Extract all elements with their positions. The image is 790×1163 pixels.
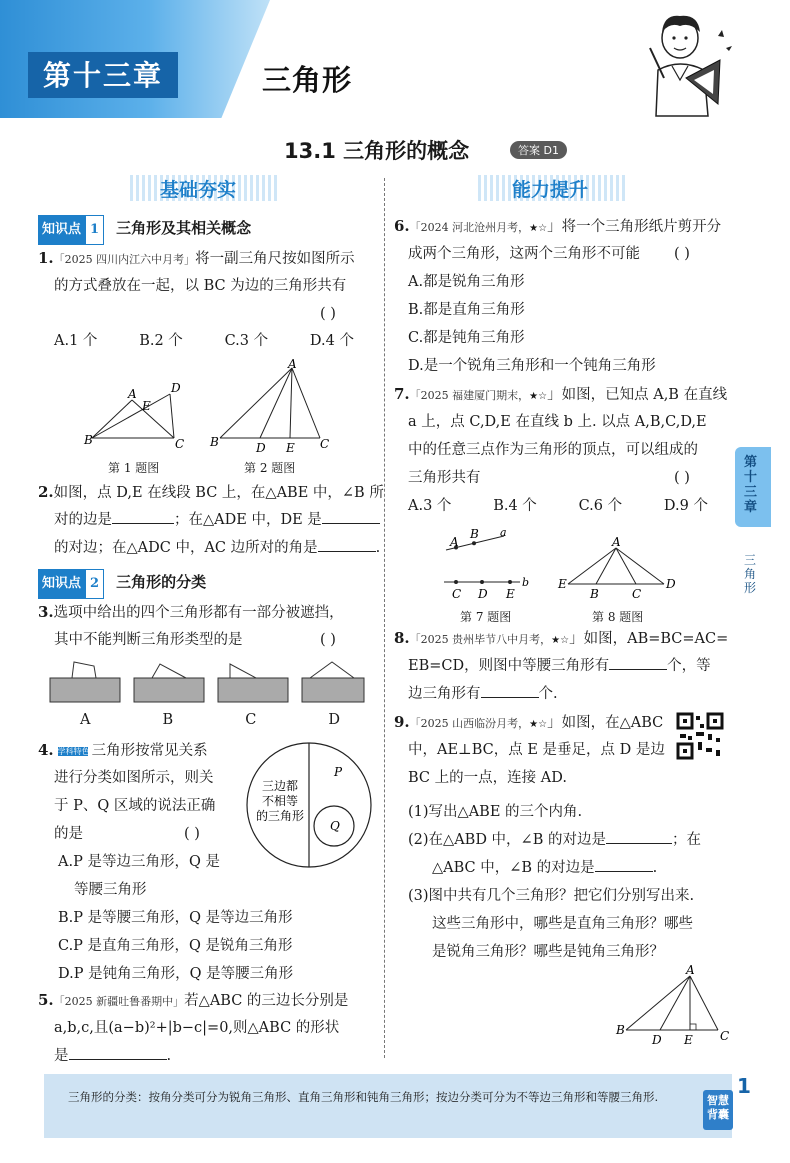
q1-option-a[interactable]: A.1 个 xyxy=(54,333,98,349)
q4-line2: 进行分类如图所示，则关 xyxy=(54,770,214,786)
q9-text-2a: (2)在△ABD 中，∠B 的对边是 xyxy=(408,832,606,848)
fig7-caption: 第 7 题图 xyxy=(460,610,512,624)
mascot-illustration xyxy=(628,8,738,118)
section-title: 13.1 三角形的概念 xyxy=(284,139,470,163)
fig9-label-d: D xyxy=(652,1033,662,1047)
q6-option-b[interactable]: B.都是直角三角形 xyxy=(408,302,525,318)
tip-text: 三角形的分类：按角分类可分为锐角三角形、直角三角形和钝角三角形；按边分类可分为不等边三角形和等腰三角形. xyxy=(68,1090,659,1104)
q3-figures xyxy=(44,656,370,708)
wisdom-badge: 智慧背囊 xyxy=(703,1090,733,1130)
fig9-label-b: B xyxy=(616,1023,625,1037)
q4-venn-diagram xyxy=(246,736,374,874)
fig2-label-d: D xyxy=(256,441,266,455)
q5-number: 5. xyxy=(38,991,54,1009)
q7-line3: 中的任意三点作为三角形的顶点，可以组成的 xyxy=(408,442,698,458)
fig7-label-e: E xyxy=(506,587,515,601)
side-tab-label: 第十三章 xyxy=(744,455,758,515)
q5-blank[interactable] xyxy=(69,1045,167,1060)
q9-number: 9. xyxy=(394,713,410,731)
q7-number: 7. xyxy=(394,385,410,403)
fig8-caption: 第 8 题图 xyxy=(592,610,644,624)
fig9-label-c: C xyxy=(720,1029,730,1043)
kp1-title: 三角形及其相关概念 xyxy=(116,219,252,237)
q5-line2: a,b,c,且(a−b)²+|b−c|=0,则△ABC 的形状 xyxy=(54,1020,340,1036)
q4-number: 4. xyxy=(38,741,54,759)
q7-paren: ( ) xyxy=(674,470,690,486)
fig7-label-d: D xyxy=(478,587,488,601)
q1-source: 「2025 四川内江六中月考」 xyxy=(53,253,196,266)
chapter-title: 三角形 xyxy=(262,63,353,97)
fig8-label-a: A xyxy=(612,536,621,549)
q9-sub-2-line2 xyxy=(432,854,657,882)
q6-option-d[interactable]: D.是一个锐角三角形和一个钝角三角形 xyxy=(408,358,656,374)
q1-text-1: 将一副三角尺按如图所示 xyxy=(195,251,355,267)
q8-text-3a: 边三角形有 xyxy=(408,686,481,702)
q4-tag: 学科特色 xyxy=(57,746,90,756)
q3-label-c[interactable]: C xyxy=(245,712,257,728)
kp1-num: 1 xyxy=(85,215,104,245)
q9-sub-3-line3: 是锐角三角形？哪些是钝角三角形？ xyxy=(432,944,664,960)
venn-text-2: 不相等 xyxy=(261,794,299,808)
kp2-title: 三角形的分类 xyxy=(116,573,207,591)
column-divider xyxy=(384,178,385,1058)
q3-fig-b xyxy=(134,664,204,702)
venn-region-p: P xyxy=(334,765,343,779)
q1-option-b[interactable]: B.2 个 xyxy=(139,333,183,349)
fig8-diagram xyxy=(556,536,680,602)
q1-options xyxy=(54,327,354,355)
q4-text-1: 三角形按常见关系 xyxy=(91,743,208,759)
q6-line2: 成两个三角形，这两个三角形不可能 xyxy=(408,246,640,262)
q4-option-a-1[interactable]: A.P 是等边三角形，Q 是 xyxy=(58,854,220,870)
q8-line2 xyxy=(408,652,711,680)
q4-option-d[interactable]: D.P 是钝角三角形，Q 是等腰三角形 xyxy=(58,966,294,982)
fig8-label-b: B xyxy=(590,587,599,601)
fig7-label-b: B xyxy=(470,527,479,541)
left-heading: 基础夯实 xyxy=(160,179,237,201)
kp2-num: 2 xyxy=(85,569,104,599)
venn-text-1: 三边都 xyxy=(261,779,299,793)
q9-text-1: 」如图，在△ABC xyxy=(547,715,664,731)
fig9-label-a: A xyxy=(686,963,695,977)
q9-text-2c: △ABC 中，∠B 的对边是 xyxy=(432,860,595,876)
q1-number: 1. xyxy=(38,249,54,267)
q9-source: 「2025 山西临汾月考， xyxy=(409,717,530,730)
fig2-caption: 第 2 题图 xyxy=(244,461,296,475)
q9-line1 xyxy=(394,708,663,739)
fig2-label-e: E xyxy=(286,441,295,455)
q3-number: 3. xyxy=(38,603,54,621)
q6-option-a[interactable]: A.都是锐角三角形 xyxy=(408,274,525,290)
q6-text-1: 」将一个三角形纸片剪开分 xyxy=(547,219,722,235)
fig9-diagram xyxy=(614,962,736,1048)
q8-blank-2[interactable] xyxy=(481,683,539,698)
q2-text-1: 如图，点 D,E 在线段 BC 上，在△ABE 中，∠B 所 xyxy=(53,485,384,501)
qr-code-icon[interactable] xyxy=(676,712,724,760)
q4-option-c[interactable]: C.P 是直角三角形，Q 是锐角三角形 xyxy=(58,938,293,954)
side-sub-label: 三角形 xyxy=(744,553,757,595)
q9-difficulty-icon: ★☆ xyxy=(529,719,548,730)
fig1-label-e: E xyxy=(142,399,151,413)
q2-text-3b: . xyxy=(375,540,381,556)
q9-blank-1[interactable] xyxy=(606,829,672,844)
q9-line2: 中，AE⊥BC，点 E 是垂足，点 D 是边 xyxy=(408,742,665,758)
q3-line1 xyxy=(38,598,344,627)
q7-source: 「2025 福建厦门期末， xyxy=(409,389,530,402)
q2-blank-2[interactable] xyxy=(322,509,380,524)
q9-sub-3-line2: 这些三角形中，哪些是直角三角形？哪些 xyxy=(432,916,693,932)
q8-text-2b: 个，等 xyxy=(667,658,711,674)
q2-blank-3[interactable] xyxy=(318,537,376,552)
q3-label-b[interactable]: B xyxy=(162,712,174,728)
fig7-label-a: A xyxy=(450,535,459,549)
fig8-label-d: D xyxy=(666,577,676,591)
fig1-diagram xyxy=(82,356,192,456)
q6-line1 xyxy=(394,212,721,243)
kp1-label: 知识点 xyxy=(38,215,85,245)
fig1-label-c: C xyxy=(175,437,185,451)
q8-difficulty-icon: ★☆ xyxy=(551,635,570,646)
q9-sub-3-line1: (3)图中共有几个三角形？把它们分别写出来. xyxy=(408,888,695,904)
q4-option-b[interactable]: B.P 是等腰三角形，Q 是等边三角形 xyxy=(58,910,293,926)
fig2-label-a: A xyxy=(288,358,297,371)
kp1-header xyxy=(38,214,251,245)
fig7-label-line-a: a xyxy=(500,526,507,539)
q8-source: 「2025 贵州毕节八中月考， xyxy=(409,633,552,646)
venn-text-3: 的三角形 xyxy=(255,809,305,823)
q3-fig-c xyxy=(218,664,288,702)
q5-text-3b: . xyxy=(166,1048,172,1064)
fig1-label-b: B xyxy=(84,433,93,447)
q6-number: 6. xyxy=(394,217,410,235)
kp2-header xyxy=(38,568,206,599)
q3-paren: ( ) xyxy=(320,632,336,648)
q1-line1 xyxy=(38,244,355,274)
q1-line2: 的方式叠放在一起，以 BC 为边的三角形共有 xyxy=(54,278,347,294)
q3-fig-d xyxy=(302,662,364,702)
q3-labels xyxy=(80,706,340,734)
q1-option-c[interactable]: C.3 个 xyxy=(224,333,269,349)
q7-line2: a 上，点 C,D,E 在直线 b 上. 以点 A,B,C,D,E xyxy=(408,414,707,430)
fig2-diagram xyxy=(208,358,332,456)
q7-line1 xyxy=(394,380,727,411)
q4-line4: 的是 xyxy=(54,826,83,842)
q5-text-1: 若△ABC 的三边长分别是 xyxy=(184,993,349,1009)
right-heading: 能力提升 xyxy=(512,179,589,201)
q2-number: 2. xyxy=(38,483,54,501)
fig8-label-e: E xyxy=(558,577,567,591)
q6-difficulty-icon: ★☆ xyxy=(529,223,548,234)
q2-line3 xyxy=(54,534,380,562)
page-number: 1 xyxy=(737,1074,751,1098)
q9-line3: BC 上的一点，连接 AD. xyxy=(408,770,567,786)
chapter-label: 第十三章 xyxy=(42,59,163,92)
q5-source: 「2025 新疆吐鲁番期中」 xyxy=(53,995,185,1008)
q3-line2: 其中不能判断三角形类型的是 xyxy=(54,632,243,648)
q2-line2 xyxy=(54,506,380,534)
q9-sub-2-line1 xyxy=(408,826,701,854)
q2-text-2b: ；在△ADE 中，DE 是 xyxy=(174,512,322,528)
q1-option-d[interactable]: D.4 个 xyxy=(309,333,354,349)
q8-line3 xyxy=(408,680,558,708)
q2-text-2a: 对的边是 xyxy=(54,512,112,528)
q9-text-2b: ；在 xyxy=(671,832,701,848)
q2-blank-1[interactable] xyxy=(112,509,174,524)
q5-text-3a: 是 xyxy=(54,1048,69,1064)
q7-text-1: 」如图，已知点 A,B 在直线 xyxy=(547,387,728,403)
q8-line1 xyxy=(394,624,728,655)
fig1-caption: 第 1 题图 xyxy=(108,461,160,475)
q7-option-a[interactable]: A.3 个 xyxy=(408,498,452,514)
q8-blank-1[interactable] xyxy=(609,655,667,670)
q4-line1 xyxy=(38,736,208,765)
q9-text-2d: . xyxy=(652,860,658,876)
q3-label-d[interactable]: D xyxy=(328,712,340,728)
venn-region-q: Q xyxy=(330,819,340,833)
q8-text-3b: 个. xyxy=(538,686,558,702)
fig2-label-b: B xyxy=(210,435,219,449)
q3-label-a[interactable]: A xyxy=(80,712,91,728)
q7-line4: 三角形共有 xyxy=(408,470,481,486)
q7-option-c[interactable]: C.6 个 xyxy=(578,498,623,514)
q2-text-3a: 的对边；在△ADC 中，AC 边所对的角是 xyxy=(54,540,318,556)
q9-sub-1: (1)写出△ABE 的三个内角. xyxy=(408,804,583,820)
q8-text-1: 」如图，AB=BC=AC= xyxy=(569,631,729,647)
q6-option-c[interactable]: C.都是钝角三角形 xyxy=(408,330,525,346)
q6-source: 「2024 河北沧州月考， xyxy=(409,221,530,234)
q7-difficulty-icon: ★☆ xyxy=(529,391,548,402)
q8-number: 8. xyxy=(394,629,410,647)
q2-line1 xyxy=(38,478,384,507)
fig1-label-a: A xyxy=(128,387,137,401)
fig7-label-c: C xyxy=(452,587,462,601)
q8-text-2a: EB=CD，则图中等腰三角形有 xyxy=(408,658,610,674)
q4-option-a-2: 等腰三角形 xyxy=(74,882,147,898)
q6-paren: ( ) xyxy=(674,246,690,262)
fig2-label-c: C xyxy=(320,437,330,451)
fig9-label-e: E xyxy=(684,1033,693,1047)
fig8-label-c: C xyxy=(632,587,642,601)
answer-badge[interactable]: 答案 D1 xyxy=(510,141,567,159)
fig7-label-line-b: b xyxy=(522,576,530,589)
q4-line3: 于 P、Q 区域的说法正确 xyxy=(54,798,216,814)
q3-text-1: 选项中给出的四个三角形都有一部分被遮挡， xyxy=(53,605,344,621)
q1-paren: ( ) xyxy=(320,306,336,322)
q5-line3 xyxy=(54,1042,171,1070)
q7-options xyxy=(408,492,708,520)
kp2-label: 知识点 xyxy=(38,569,85,599)
q4-paren: ( ) xyxy=(184,826,200,842)
q7-option-d[interactable]: D.9 个 xyxy=(663,498,708,514)
fig1-label-d: D xyxy=(171,381,181,395)
q7-option-b[interactable]: B.4 个 xyxy=(493,498,537,514)
q3-fig-a xyxy=(50,662,120,702)
fig7-diagram xyxy=(440,524,540,604)
q9-blank-2[interactable] xyxy=(595,857,653,872)
q5-line1 xyxy=(38,986,348,1016)
